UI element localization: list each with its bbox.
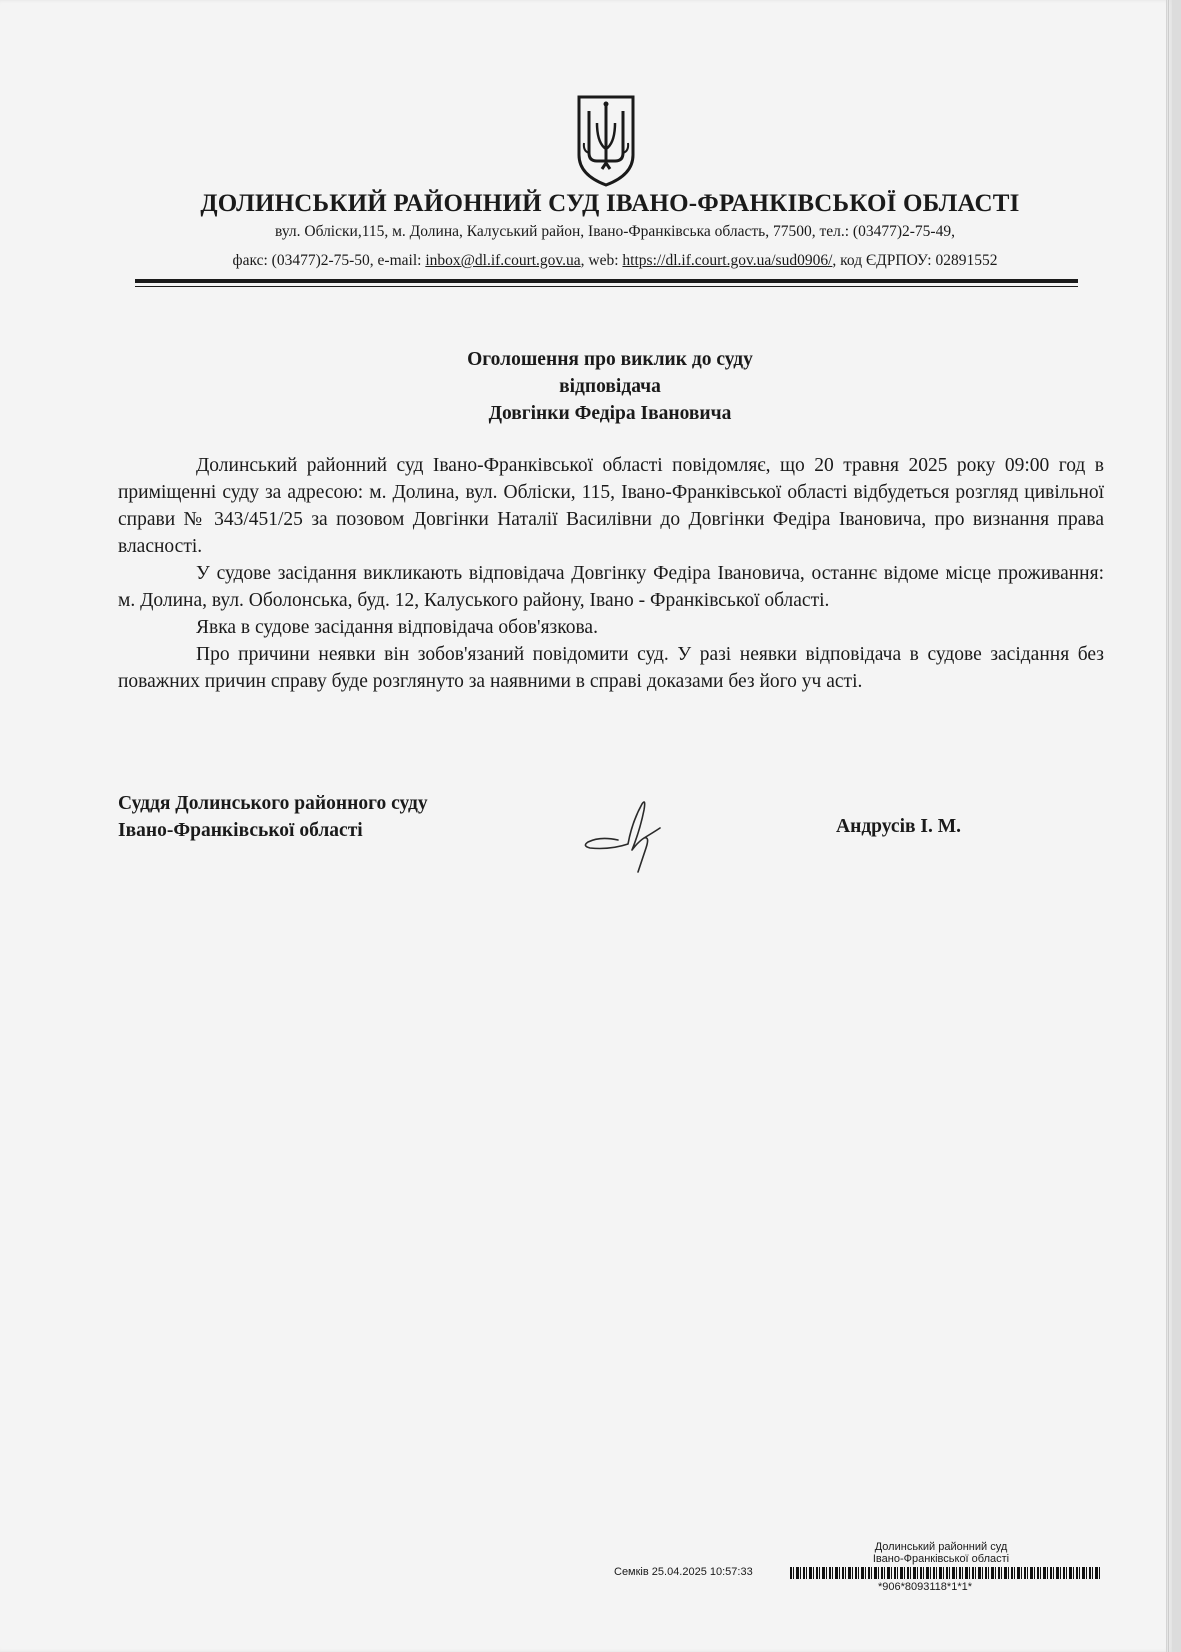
header-divider-thin [135, 286, 1078, 287]
stamp-court-line1: Долинський районний суд [874, 1541, 1008, 1553]
court-contacts-line [0, 252, 1181, 270]
fax-text: факс: (03477)2-75-50, e-mail: [232, 252, 426, 269]
judge-position-line2: Івано-Франківської області [118, 820, 363, 841]
registry-stamp-court [846, 1541, 1036, 1565]
web-prefix-text: , web: [580, 252, 623, 269]
stamp-document-code: *906*8093118*1*1* [878, 1581, 972, 1593]
body-paragraph: У судове засідання викликають відповідача Довгінку Федіра Івановича, останнє відоме місце проживання: м. Долина, вул. Оболонська, буд. 12, Калуського району, Івано - Франківської області. [118, 563, 1104, 611]
notice-title-line3: Довгінки Федіра Івановича [488, 403, 732, 424]
judge-position-line1: Суддя Долинського районного суду [118, 793, 428, 814]
notice-title-line2: відповідача [559, 376, 661, 397]
court-address-line: вул. Обліски,115, м. Долина, Калуський район, Івано-Франківська область, 77500, тел.: (03477)2-75-49, [275, 223, 955, 240]
notice-title-line1: Оголошення про виклик до суду [467, 349, 753, 370]
body-paragraph: Явка в судове засідання відповідача обов'язкова. [196, 617, 598, 638]
header-divider-thick [135, 279, 1078, 283]
email-link[interactable]: inbox@dl.if.court.gov.ua [425, 252, 581, 269]
court-name-heading: ДОЛИНСЬКИЙ РАЙОННИЙ СУД ІВАНО-ФРАНКІВСЬКОЇ ОБЛАСТІ [200, 190, 1020, 217]
body-paragraph: Про причини неявки він зобов'язаний повідомити суд. У разі неявки відповідача в судове засідання без поважних причин справу буде розглянуто за наявними в справі доказами без його уч асті. [118, 644, 1104, 692]
notice-body [118, 452, 1104, 695]
edrpou-text: , код ЄДРПОУ: 02891552 [832, 252, 998, 269]
tryzub-coat-of-arms-icon [575, 93, 637, 188]
handwritten-signature [580, 792, 670, 877]
judge-position [118, 790, 428, 844]
website-link[interactable]: https://dl.if.court.gov.ua/sud0906/ [622, 252, 833, 269]
page-fold-shadow [1166, 0, 1169, 1652]
notice-title [380, 346, 840, 427]
body-paragraph: Долинський районний суд Івано-Франківської області повідомляє, що 20 травня 2025 року 09:00 год в приміщенні суду за адресою: м. Долина, вул. Обліски, 115, Івано-Франківської області відбудеться розгляд цивільної справи № 343/451/25 за позовом Довгінки Наталії Василівни до Довгінки Федіра Івановича, про визнання права власності. [118, 455, 1104, 557]
judge-name: Андрусів І. М. [836, 816, 962, 837]
barcode [790, 1567, 1102, 1579]
stamp-registrar-datetime: Семків 25.04.2025 10:57:33 [614, 1566, 753, 1578]
stamp-court-line2: Івано-Франківської області [872, 1553, 1010, 1565]
